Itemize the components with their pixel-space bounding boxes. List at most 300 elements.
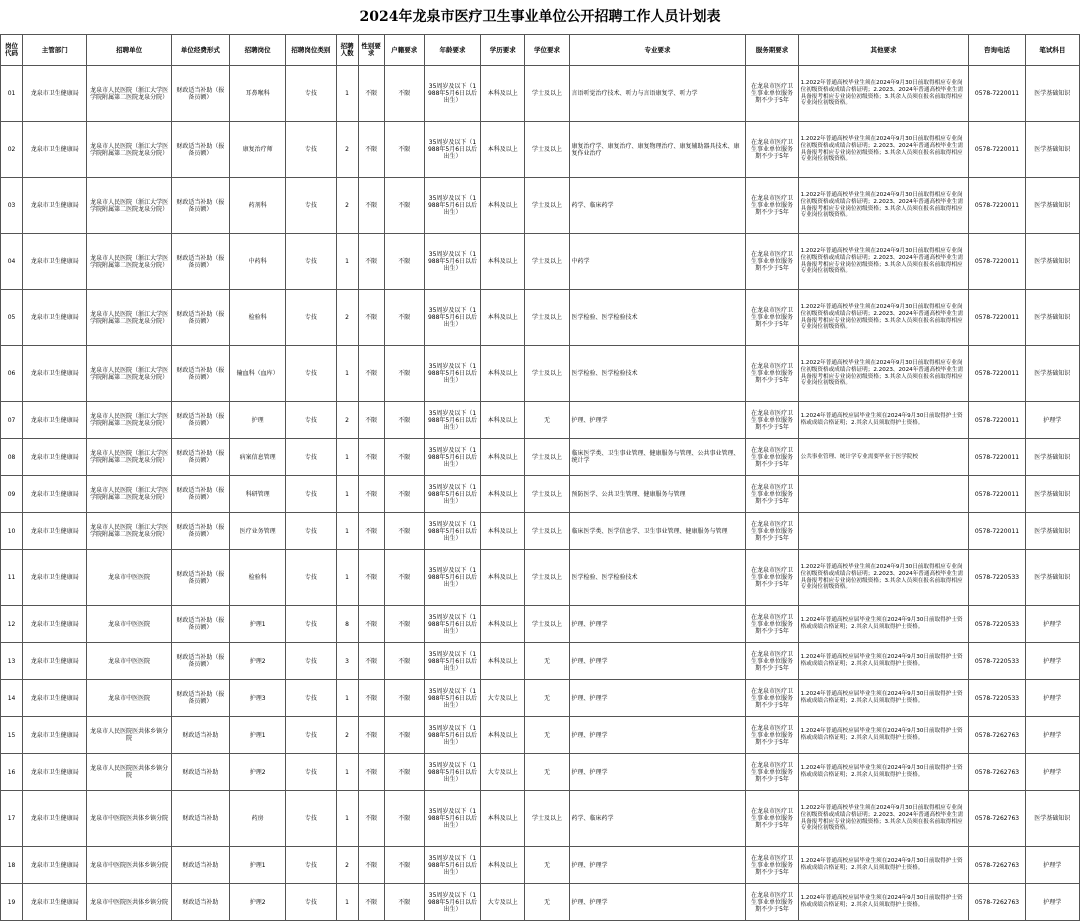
post-name-cell: 检验科 bbox=[230, 290, 286, 346]
table-row bbox=[1, 178, 1080, 234]
table-row bbox=[1, 476, 1080, 513]
education-req-cell: 大专及以上 bbox=[481, 680, 525, 717]
major-req-cell: 药学、临床药学 bbox=[569, 791, 746, 847]
table-row bbox=[1, 234, 1080, 290]
huji-req-cell: 不限 bbox=[384, 402, 424, 439]
column-header: 招聘单位 bbox=[87, 35, 171, 66]
other-req-cell: 1.2024年普通高校应届毕业生须在2024年9月30日前取得护士资格或成绩合格证明；2.其余人员须取得护士资格。 bbox=[798, 884, 969, 921]
post-category-cell: 专技 bbox=[286, 847, 336, 884]
headcount-cell: 1 bbox=[336, 346, 358, 402]
post-category-cell: 专技 bbox=[286, 606, 336, 643]
column-header: 其他要求 bbox=[798, 35, 969, 66]
exam-subject-cell: 护理学 bbox=[1025, 847, 1079, 884]
phone-cell: 0578-7220011 bbox=[969, 66, 1025, 122]
funding-type-cell: 财政适当补助 bbox=[171, 847, 229, 884]
degree-req-cell: 学士及以上 bbox=[525, 346, 569, 402]
exam-subject-cell: 医学基础知识 bbox=[1025, 290, 1079, 346]
other-req-cell bbox=[798, 513, 969, 550]
table-row bbox=[1, 643, 1080, 680]
age-req-cell: 35周岁及以下（1988年5月6日以后出生） bbox=[424, 884, 480, 921]
phone-cell: 0578-7220533 bbox=[969, 680, 1025, 717]
table-header-row bbox=[1, 35, 1080, 66]
post-name-cell: 护理2 bbox=[230, 643, 286, 680]
post-code-cell: 10 bbox=[1, 513, 23, 550]
post-category-cell: 专技 bbox=[286, 402, 336, 439]
degree-req-cell: 学士及以上 bbox=[525, 606, 569, 643]
post-name-cell: 护理1 bbox=[230, 717, 286, 754]
gender-req-cell: 不限 bbox=[358, 680, 384, 717]
department-cell: 龙泉市卫生健康局 bbox=[23, 606, 87, 643]
education-req-cell: 本科及以上 bbox=[481, 513, 525, 550]
exam-subject-cell: 医学基础知识 bbox=[1025, 476, 1079, 513]
post-name-cell: 检验科 bbox=[230, 550, 286, 606]
age-req-cell: 35周岁及以下（1988年5月6日以后出生） bbox=[424, 680, 480, 717]
age-req-cell: 35周岁及以下（1988年5月6日以后出生） bbox=[424, 122, 480, 178]
funding-type-cell: 财政适当补助 bbox=[171, 791, 229, 847]
education-req-cell: 本科及以上 bbox=[481, 290, 525, 346]
column-header: 招聘人数 bbox=[336, 35, 358, 66]
funding-type-cell: 财政适当补助 bbox=[171, 754, 229, 791]
other-req-cell: 1.2022年普通高校毕业生须在2024年9月30日前取得相应专业岗位初级资格或成绩合格证明；2.2023、2024年普通高校毕业生需具备报考相应专业岗位初级资格；3.其余人员须在报名前取得相应专业岗位初级资格。 bbox=[798, 66, 969, 122]
other-req-cell: 公共事业管理、统计学专业需要毕业于医学院校 bbox=[798, 439, 969, 476]
gender-req-cell: 不限 bbox=[358, 884, 384, 921]
exam-subject-cell: 医学基础知识 bbox=[1025, 550, 1079, 606]
department-cell: 龙泉市卫生健康局 bbox=[23, 680, 87, 717]
major-req-cell: 护理、护理学 bbox=[569, 402, 746, 439]
hiring-unit-cell: 龙泉市人民医院（浙江大学医学院附属第二医院龙泉分院） bbox=[87, 178, 171, 234]
hiring-unit-cell: 龙泉市中医医院 bbox=[87, 550, 171, 606]
gender-req-cell: 不限 bbox=[358, 178, 384, 234]
gender-req-cell: 不限 bbox=[358, 402, 384, 439]
funding-type-cell: 财政适当补助（报备员额） bbox=[171, 513, 229, 550]
funding-type-cell: 财政适当补助（报备员额） bbox=[171, 178, 229, 234]
department-cell: 龙泉市卫生健康局 bbox=[23, 234, 87, 290]
age-req-cell: 35周岁及以下（1988年5月6日以后出生） bbox=[424, 402, 480, 439]
huji-req-cell: 不限 bbox=[384, 178, 424, 234]
phone-cell: 0578-7220533 bbox=[969, 606, 1025, 643]
other-req-cell bbox=[798, 476, 969, 513]
service-req-cell: 在龙泉市医疗卫生事业单位服务期不少于5年 bbox=[746, 550, 798, 606]
post-code-cell: 04 bbox=[1, 234, 23, 290]
headcount-cell: 2 bbox=[336, 717, 358, 754]
phone-cell: 0578-7220011 bbox=[969, 476, 1025, 513]
huji-req-cell: 不限 bbox=[384, 680, 424, 717]
huji-req-cell: 不限 bbox=[384, 346, 424, 402]
huji-req-cell: 不限 bbox=[384, 550, 424, 606]
phone-cell: 0578-7220011 bbox=[969, 402, 1025, 439]
post-name-cell: 护理1 bbox=[230, 606, 286, 643]
major-req-cell: 护理、护理学 bbox=[569, 680, 746, 717]
headcount-cell: 2 bbox=[336, 290, 358, 346]
funding-type-cell: 财政适当补助（报备员额） bbox=[171, 66, 229, 122]
hiring-unit-cell: 龙泉市中医医院 bbox=[87, 606, 171, 643]
age-req-cell: 35周岁及以下（1988年5月6日以后出生） bbox=[424, 346, 480, 402]
exam-subject-cell: 医学基础知识 bbox=[1025, 178, 1079, 234]
column-header: 岗位代码 bbox=[1, 35, 23, 66]
degree-req-cell: 学士及以上 bbox=[525, 66, 569, 122]
hiring-unit-cell: 龙泉市人民医院（浙江大学医学院附属第二医院龙泉分院） bbox=[87, 346, 171, 402]
hiring-unit-cell: 龙泉市人民医院（浙江大学医学院附属第二医院龙泉分院） bbox=[87, 290, 171, 346]
service-req-cell: 在龙泉市医疗卫生事业单位服务期不少于5年 bbox=[746, 439, 798, 476]
column-header: 单位经费形式 bbox=[171, 35, 229, 66]
headcount-cell: 2 bbox=[336, 402, 358, 439]
phone-cell: 0578-7220011 bbox=[969, 439, 1025, 476]
major-req-cell: 医学检验、医学检验技术 bbox=[569, 550, 746, 606]
funding-type-cell: 财政适当补助（报备员额） bbox=[171, 439, 229, 476]
post-name-cell: 耳鼻喉科 bbox=[230, 66, 286, 122]
hiring-unit-cell: 龙泉市中医院医共体乡镇分院 bbox=[87, 847, 171, 884]
table-row bbox=[1, 717, 1080, 754]
huji-req-cell: 不限 bbox=[384, 791, 424, 847]
post-code-cell: 09 bbox=[1, 476, 23, 513]
huji-req-cell: 不限 bbox=[384, 717, 424, 754]
gender-req-cell: 不限 bbox=[358, 606, 384, 643]
exam-subject-cell: 医学基础知识 bbox=[1025, 513, 1079, 550]
other-req-cell: 1.2022年普通高校毕业生须在2024年9月30日前取得相应专业岗位初级资格或成绩合格证明；2.2023、2024年普通高校毕业生需具备报考相应专业岗位初级资格；3.其余人员须在报名前取得相应专业岗位初级资格。 bbox=[798, 290, 969, 346]
other-req-cell: 1.2024年普通高校应届毕业生须在2024年9月30日前取得护士资格或成绩合格证明；2.其余人员须取得护士资格。 bbox=[798, 606, 969, 643]
funding-type-cell: 财政适当补助（报备员额） bbox=[171, 476, 229, 513]
service-req-cell: 在龙泉市医疗卫生事业单位服务期不少于5年 bbox=[746, 847, 798, 884]
post-category-cell: 专技 bbox=[286, 550, 336, 606]
post-code-cell: 03 bbox=[1, 178, 23, 234]
service-req-cell: 在龙泉市医疗卫生事业单位服务期不少于5年 bbox=[746, 402, 798, 439]
huji-req-cell: 不限 bbox=[384, 847, 424, 884]
education-req-cell: 本科及以上 bbox=[481, 178, 525, 234]
post-category-cell: 专技 bbox=[286, 513, 336, 550]
funding-type-cell: 财政适当补助（报备员额） bbox=[171, 122, 229, 178]
headcount-cell: 2 bbox=[336, 122, 358, 178]
post-code-cell: 06 bbox=[1, 346, 23, 402]
exam-subject-cell: 护理学 bbox=[1025, 717, 1079, 754]
exam-subject-cell: 医学基础知识 bbox=[1025, 791, 1079, 847]
exam-subject-cell: 医学基础知识 bbox=[1025, 439, 1079, 476]
hiring-unit-cell: 龙泉市人民医院医共体乡镇分院 bbox=[87, 717, 171, 754]
funding-type-cell: 财政适当补助 bbox=[171, 884, 229, 921]
exam-subject-cell: 护理学 bbox=[1025, 606, 1079, 643]
column-header: 性别要求 bbox=[358, 35, 384, 66]
headcount-cell: 3 bbox=[336, 643, 358, 680]
education-req-cell: 大专及以上 bbox=[481, 884, 525, 921]
post-code-cell: 16 bbox=[1, 754, 23, 791]
education-req-cell: 本科及以上 bbox=[481, 717, 525, 754]
exam-subject-cell: 护理学 bbox=[1025, 643, 1079, 680]
age-req-cell: 35周岁及以下（1988年5月6日以后出生） bbox=[424, 290, 480, 346]
column-header: 学位要求 bbox=[525, 35, 569, 66]
post-category-cell: 专技 bbox=[286, 884, 336, 921]
age-req-cell: 35周岁及以下（1988年5月6日以后出生） bbox=[424, 717, 480, 754]
major-req-cell: 预防医学、公共卫生管理、健康服务与管理 bbox=[569, 476, 746, 513]
table-row bbox=[1, 606, 1080, 643]
department-cell: 龙泉市卫生健康局 bbox=[23, 550, 87, 606]
service-req-cell: 在龙泉市医疗卫生事业单位服务期不少于5年 bbox=[746, 680, 798, 717]
recruitment-table bbox=[0, 34, 1080, 921]
exam-subject-cell: 医学基础知识 bbox=[1025, 122, 1079, 178]
age-req-cell: 35周岁及以下（1988年5月6日以后出生） bbox=[424, 550, 480, 606]
gender-req-cell: 不限 bbox=[358, 791, 384, 847]
degree-req-cell: 无 bbox=[525, 402, 569, 439]
funding-type-cell: 财政适当补助（报备员额） bbox=[171, 606, 229, 643]
education-req-cell: 本科及以上 bbox=[481, 346, 525, 402]
post-category-cell: 专技 bbox=[286, 290, 336, 346]
major-req-cell: 护理、护理学 bbox=[569, 754, 746, 791]
degree-req-cell: 学士及以上 bbox=[525, 178, 569, 234]
table-row bbox=[1, 402, 1080, 439]
major-req-cell: 护理、护理学 bbox=[569, 884, 746, 921]
department-cell: 龙泉市卫生健康局 bbox=[23, 847, 87, 884]
department-cell: 龙泉市卫生健康局 bbox=[23, 643, 87, 680]
degree-req-cell: 学士及以上 bbox=[525, 513, 569, 550]
other-req-cell: 1.2024年普通高校应届毕业生须在2024年9月30日前取得护士资格或成绩合格证明；2.其余人员须取得护士资格。 bbox=[798, 643, 969, 680]
phone-cell: 0578-7220533 bbox=[969, 643, 1025, 680]
post-code-cell: 14 bbox=[1, 680, 23, 717]
department-cell: 龙泉市卫生健康局 bbox=[23, 290, 87, 346]
phone-cell: 0578-7220011 bbox=[969, 346, 1025, 402]
headcount-cell: 1 bbox=[336, 754, 358, 791]
funding-type-cell: 财政适当补助 bbox=[171, 717, 229, 754]
age-req-cell: 35周岁及以下（1988年5月6日以后出生） bbox=[424, 847, 480, 884]
department-cell: 龙泉市卫生健康局 bbox=[23, 178, 87, 234]
education-req-cell: 大专及以上 bbox=[481, 754, 525, 791]
headcount-cell: 2 bbox=[336, 178, 358, 234]
headcount-cell: 1 bbox=[336, 680, 358, 717]
post-category-cell: 专技 bbox=[286, 346, 336, 402]
gender-req-cell: 不限 bbox=[358, 754, 384, 791]
education-req-cell: 本科及以上 bbox=[481, 606, 525, 643]
department-cell: 龙泉市卫生健康局 bbox=[23, 439, 87, 476]
headcount-cell: 8 bbox=[336, 606, 358, 643]
table-row bbox=[1, 847, 1080, 884]
post-name-cell: 科研管理 bbox=[230, 476, 286, 513]
huji-req-cell: 不限 bbox=[384, 754, 424, 791]
table-row bbox=[1, 122, 1080, 178]
funding-type-cell: 财政适当补助（报备员额） bbox=[171, 290, 229, 346]
education-req-cell: 本科及以上 bbox=[481, 402, 525, 439]
table-row bbox=[1, 513, 1080, 550]
age-req-cell: 35周岁及以下（1988年5月6日以后出生） bbox=[424, 754, 480, 791]
post-name-cell: 康复治疗师 bbox=[230, 122, 286, 178]
other-req-cell: 1.2022年普通高校毕业生须在2024年9月30日前取得相应专业岗位初级资格或成绩合格证明；2.2023、2024年普通高校毕业生需具备报考相应专业岗位初级资格；3.其余人员须在报名前取得相应专业岗位初级资格。 bbox=[798, 791, 969, 847]
phone-cell: 0578-7220533 bbox=[969, 550, 1025, 606]
age-req-cell: 35周岁及以下（1988年5月6日以后出生） bbox=[424, 513, 480, 550]
service-req-cell: 在龙泉市医疗卫生事业单位服务期不少于5年 bbox=[746, 290, 798, 346]
exam-subject-cell: 护理学 bbox=[1025, 680, 1079, 717]
education-req-cell: 本科及以上 bbox=[481, 439, 525, 476]
post-code-cell: 07 bbox=[1, 402, 23, 439]
other-req-cell: 1.2024年普通高校应届毕业生须在2024年9月30日前取得护士资格或成绩合格证明；2.其余人员须取得护士资格。 bbox=[798, 754, 969, 791]
department-cell: 龙泉市卫生健康局 bbox=[23, 402, 87, 439]
column-header: 笔试科目 bbox=[1025, 35, 1079, 66]
post-name-cell: 护理3 bbox=[230, 680, 286, 717]
gender-req-cell: 不限 bbox=[358, 513, 384, 550]
funding-type-cell: 财政适当补助（报备员额） bbox=[171, 680, 229, 717]
table-row bbox=[1, 884, 1080, 921]
hiring-unit-cell: 龙泉市中医院医共体乡镇分院 bbox=[87, 791, 171, 847]
age-req-cell: 35周岁及以下（1988年5月6日以后出生） bbox=[424, 606, 480, 643]
hiring-unit-cell: 龙泉市中医院医共体乡镇分院 bbox=[87, 884, 171, 921]
post-code-cell: 15 bbox=[1, 717, 23, 754]
headcount-cell: 1 bbox=[336, 791, 358, 847]
column-header: 主管部门 bbox=[23, 35, 87, 66]
post-category-cell: 专技 bbox=[286, 66, 336, 122]
service-req-cell: 在龙泉市医疗卫生事业单位服务期不少于5年 bbox=[746, 66, 798, 122]
age-req-cell: 35周岁及以下（1988年5月6日以后出生） bbox=[424, 178, 480, 234]
column-header: 咨询电话 bbox=[969, 35, 1025, 66]
column-header: 服务期要求 bbox=[746, 35, 798, 66]
phone-cell: 0578-7220011 bbox=[969, 234, 1025, 290]
column-header: 招聘岗位类别 bbox=[286, 35, 336, 66]
funding-type-cell: 财政适当补助（报备员额） bbox=[171, 550, 229, 606]
headcount-cell: 2 bbox=[336, 847, 358, 884]
service-req-cell: 在龙泉市医疗卫生事业单位服务期不少于5年 bbox=[746, 791, 798, 847]
headcount-cell: 1 bbox=[336, 66, 358, 122]
page-title: 2024年龙泉市医疗卫生事业单位公开招聘工作人员计划表 bbox=[359, 9, 721, 25]
post-code-cell: 11 bbox=[1, 550, 23, 606]
phone-cell: 0578-7262763 bbox=[969, 754, 1025, 791]
post-code-cell: 18 bbox=[1, 847, 23, 884]
table-row bbox=[1, 66, 1080, 122]
funding-type-cell: 财政适当补助（报备员额） bbox=[171, 234, 229, 290]
age-req-cell: 35周岁及以下（1988年5月6日以后出生） bbox=[424, 791, 480, 847]
headcount-cell: 1 bbox=[336, 513, 358, 550]
department-cell: 龙泉市卫生健康局 bbox=[23, 122, 87, 178]
major-req-cell: 言语听觉治疗技术、听力与言语康复学、听力学 bbox=[569, 66, 746, 122]
age-req-cell: 35周岁及以下（1988年5月6日以后出生） bbox=[424, 643, 480, 680]
degree-req-cell: 学士及以上 bbox=[525, 550, 569, 606]
hiring-unit-cell: 龙泉市人民医院（浙江大学医学院附属第二医院龙泉分院） bbox=[87, 402, 171, 439]
post-name-cell: 药剂科 bbox=[230, 178, 286, 234]
post-code-cell: 19 bbox=[1, 884, 23, 921]
hiring-unit-cell: 龙泉市人民医院医共体乡镇分院 bbox=[87, 754, 171, 791]
department-cell: 龙泉市卫生健康局 bbox=[23, 476, 87, 513]
post-name-cell: 输血科（血库） bbox=[230, 346, 286, 402]
education-req-cell: 本科及以上 bbox=[481, 476, 525, 513]
degree-req-cell: 学士及以上 bbox=[525, 476, 569, 513]
gender-req-cell: 不限 bbox=[358, 550, 384, 606]
headcount-cell: 1 bbox=[336, 234, 358, 290]
department-cell: 龙泉市卫生健康局 bbox=[23, 791, 87, 847]
major-req-cell: 康复治疗学、康复治疗、康复物理治疗、康复辅助器具技术、康复作业治疗 bbox=[569, 122, 746, 178]
column-header: 招聘岗位 bbox=[230, 35, 286, 66]
gender-req-cell: 不限 bbox=[358, 717, 384, 754]
department-cell: 龙泉市卫生健康局 bbox=[23, 66, 87, 122]
huji-req-cell: 不限 bbox=[384, 234, 424, 290]
degree-req-cell: 无 bbox=[525, 643, 569, 680]
headcount-cell: 1 bbox=[336, 550, 358, 606]
gender-req-cell: 不限 bbox=[358, 122, 384, 178]
major-req-cell: 护理、护理学 bbox=[569, 717, 746, 754]
funding-type-cell: 财政适当补助（报备员额） bbox=[171, 346, 229, 402]
gender-req-cell: 不限 bbox=[358, 439, 384, 476]
degree-req-cell: 无 bbox=[525, 847, 569, 884]
service-req-cell: 在龙泉市医疗卫生事业单位服务期不少于5年 bbox=[746, 513, 798, 550]
service-req-cell: 在龙泉市医疗卫生事业单位服务期不少于5年 bbox=[746, 606, 798, 643]
post-name-cell: 中药科 bbox=[230, 234, 286, 290]
hiring-unit-cell: 龙泉市人民医院（浙江大学医学院附属第二医院龙泉分院） bbox=[87, 234, 171, 290]
gender-req-cell: 不限 bbox=[358, 290, 384, 346]
hiring-unit-cell: 龙泉市中医医院 bbox=[87, 680, 171, 717]
gender-req-cell: 不限 bbox=[358, 346, 384, 402]
huji-req-cell: 不限 bbox=[384, 476, 424, 513]
huji-req-cell: 不限 bbox=[384, 66, 424, 122]
service-req-cell: 在龙泉市医疗卫生事业单位服务期不少于5年 bbox=[746, 122, 798, 178]
education-req-cell: 本科及以上 bbox=[481, 550, 525, 606]
other-req-cell: 1.2022年普通高校毕业生须在2024年9月30日前取得相应专业岗位初级资格或成绩合格证明；2.2023、2024年普通高校毕业生需具备报考相应专业岗位初级资格；3.其余人员须在报名前取得相应专业岗位初级资格。 bbox=[798, 122, 969, 178]
major-req-cell: 药学、临床药学 bbox=[569, 178, 746, 234]
service-req-cell: 在龙泉市医疗卫生事业单位服务期不少于5年 bbox=[746, 643, 798, 680]
post-category-cell: 专技 bbox=[286, 643, 336, 680]
age-req-cell: 35周岁及以下（1988年5月6日以后出生） bbox=[424, 476, 480, 513]
phone-cell: 0578-7220011 bbox=[969, 513, 1025, 550]
table-body bbox=[1, 66, 1080, 921]
service-req-cell: 在龙泉市医疗卫生事业单位服务期不少于5年 bbox=[746, 178, 798, 234]
post-category-cell: 专技 bbox=[286, 122, 336, 178]
age-req-cell: 35周岁及以下（1988年5月6日以后出生） bbox=[424, 234, 480, 290]
gender-req-cell: 不限 bbox=[358, 847, 384, 884]
column-header: 年龄要求 bbox=[424, 35, 480, 66]
degree-req-cell: 学士及以上 bbox=[525, 791, 569, 847]
major-req-cell: 医学检验、医学检验技术 bbox=[569, 290, 746, 346]
major-req-cell: 护理、护理学 bbox=[569, 643, 746, 680]
gender-req-cell: 不限 bbox=[358, 643, 384, 680]
phone-cell: 0578-7262763 bbox=[969, 847, 1025, 884]
post-category-cell: 专技 bbox=[286, 476, 336, 513]
service-req-cell: 在龙泉市医疗卫生事业单位服务期不少于5年 bbox=[746, 234, 798, 290]
service-req-cell: 在龙泉市医疗卫生事业单位服务期不少于5年 bbox=[746, 884, 798, 921]
major-req-cell: 护理、护理学 bbox=[569, 847, 746, 884]
post-code-cell: 08 bbox=[1, 439, 23, 476]
headcount-cell: 1 bbox=[336, 476, 358, 513]
post-category-cell: 专技 bbox=[286, 680, 336, 717]
gender-req-cell: 不限 bbox=[358, 234, 384, 290]
phone-cell: 0578-7262763 bbox=[969, 884, 1025, 921]
post-category-cell: 专技 bbox=[286, 754, 336, 791]
table-row bbox=[1, 439, 1080, 476]
degree-req-cell: 学士及以上 bbox=[525, 439, 569, 476]
major-req-cell: 临床医学类、卫生事业管理、健康服务与管理、公共事业管理、统计学 bbox=[569, 439, 746, 476]
post-category-cell: 专技 bbox=[286, 717, 336, 754]
degree-req-cell: 学士及以上 bbox=[525, 122, 569, 178]
other-req-cell: 1.2022年普通高校毕业生须在2024年9月30日前取得相应专业岗位初级资格或成绩合格证明；2.2023、2024年普通高校毕业生需具备报考相应专业岗位初级资格；3.其余人员须在报名前取得相应专业岗位初级资格。 bbox=[798, 550, 969, 606]
table-row bbox=[1, 290, 1080, 346]
huji-req-cell: 不限 bbox=[384, 643, 424, 680]
major-req-cell: 临床医学类、医学信息学、卫生事业管理、健康服务与管理 bbox=[569, 513, 746, 550]
post-name-cell: 护理 bbox=[230, 402, 286, 439]
degree-req-cell: 无 bbox=[525, 754, 569, 791]
huji-req-cell: 不限 bbox=[384, 290, 424, 346]
degree-req-cell: 无 bbox=[525, 884, 569, 921]
table-row bbox=[1, 680, 1080, 717]
service-req-cell: 在龙泉市医疗卫生事业单位服务期不少于5年 bbox=[746, 476, 798, 513]
hiring-unit-cell: 龙泉市人民医院（浙江大学医学院附属第二医院龙泉分院） bbox=[87, 122, 171, 178]
huji-req-cell: 不限 bbox=[384, 884, 424, 921]
column-header: 专业要求 bbox=[569, 35, 746, 66]
hiring-unit-cell: 龙泉市人民医院（浙江大学医学院附属第二医院龙泉分院） bbox=[87, 476, 171, 513]
education-req-cell: 本科及以上 bbox=[481, 847, 525, 884]
table-row bbox=[1, 550, 1080, 606]
age-req-cell: 35周岁及以下（1988年5月6日以后出生） bbox=[424, 66, 480, 122]
phone-cell: 0578-7220011 bbox=[969, 290, 1025, 346]
major-req-cell: 医学检验、医学检验技术 bbox=[569, 346, 746, 402]
other-req-cell: 1.2024年普通高校应届毕业生须在2024年9月30日前取得护士资格或成绩合格证明；2.其余人员须取得护士资格。 bbox=[798, 717, 969, 754]
huji-req-cell: 不限 bbox=[384, 513, 424, 550]
huji-req-cell: 不限 bbox=[384, 122, 424, 178]
exam-subject-cell: 护理学 bbox=[1025, 754, 1079, 791]
hiring-unit-cell: 龙泉市人民医院（浙江大学医学院附属第二医院龙泉分院） bbox=[87, 513, 171, 550]
post-name-cell: 医疗业务管理 bbox=[230, 513, 286, 550]
huji-req-cell: 不限 bbox=[384, 439, 424, 476]
post-code-cell: 13 bbox=[1, 643, 23, 680]
headcount-cell: 1 bbox=[336, 884, 358, 921]
